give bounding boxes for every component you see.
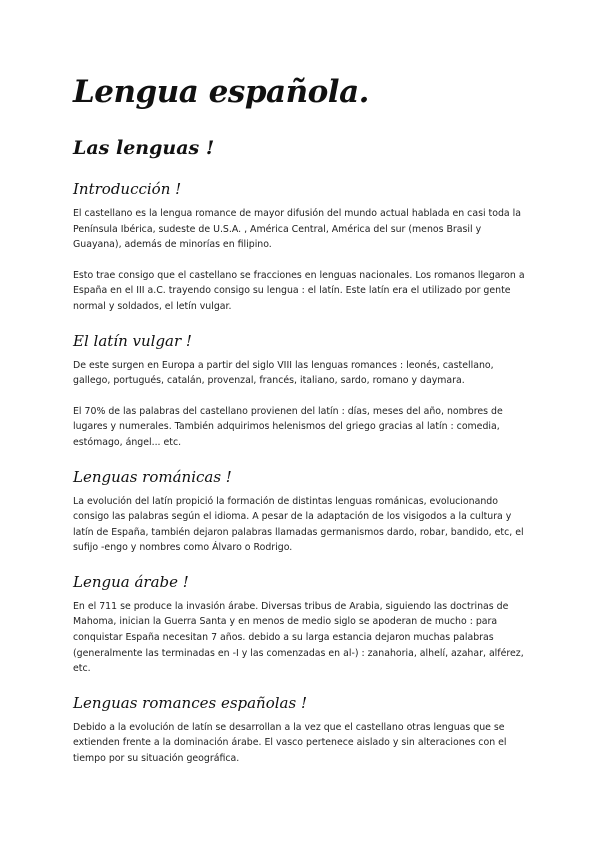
page-subtitle: Las lenguas ! [73,137,215,160]
section-lenguas-romances-espanolas [73,694,530,767]
section-paragraph: De este surgen en Europa a partir del siglo VIII las lenguas romances : leonés, castellano, gallego, portugués, catalán, provenzal, francés, italiano, sardo, romano y daymara. [73,359,494,387]
section-paragraph: Debido a la evolución de latín se desarrollan a la vez que el castellano otras lenguas que se extienden frente a la dominación árabe. El vasco pertenece aislado y sin alteraciones con el tiempo por su situación geográfica. [73,721,507,765]
section-paragraph: El castellano es la lengua romance de mayor difusión del mundo actual hablada en casi toda la Península Ibérica, sudeste de U.S.A. , América Central, América del sur (menos Brasil y Guayana), además de minorías en filipino. [73,207,521,251]
section-heading: Lenguas romances españolas ! [73,693,307,712]
section-paragraph: El 70% de las palabras del castellano provienen del latín : días, meses del año, nombres de lugares y numerales. También adquirimos helenismos del griego gracias al latín : comedia, estómago, ángel... etc. [73,405,503,448]
section-introduccion [73,180,530,315]
section-heading: Lengua árabe ! [73,572,189,591]
section-heading: Lenguas románicas ! [73,467,232,486]
section-heading: Introducción ! [73,179,182,198]
section-heading: El latín vulgar ! [73,331,192,350]
section-paragraph: La evolución del latín propició la formación de distintas lenguas románicas, evolucionando consigo las palabras según el idioma. A pesar de la adaptación de los visigodos a la cultura y latín de España, también dejaron palabras llamadas germanismos dardo, robar, bandido, etc, el sufijo -engo y nombres como Álvaro o Rodrigo. [73,495,524,554]
section-lenguas-romanicas [73,468,530,556]
section-paragraph: Esto trae consigo que el castellano se fracciones en lenguas nacionales. Los romanos llegaron a España en el III a.C. trayendo consigo su lengua : el latín. Este latín era el utilizado por gente normal y soldados, el letín vulgar. [73,269,525,312]
section-latin-vulgar [73,332,530,451]
section-paragraph: En el 711 se produce la invasión árabe. Diversas tribus de Arabia, siguiendo las doctrinas de Mahoma, inician la Guerra Santa y en menos de medio siglo se apoderan de mucho : para conquistar España necesitan 7 años. debido a su larga estancia dejaron muchas palabras (generalmente las terminadas en -I y las comenzadas en al-) : zanahoria, alhelí, azahar, alférez, etc. [73,600,524,675]
page-title: Lengua española. [73,74,369,110]
section-lengua-arabe [73,573,530,677]
